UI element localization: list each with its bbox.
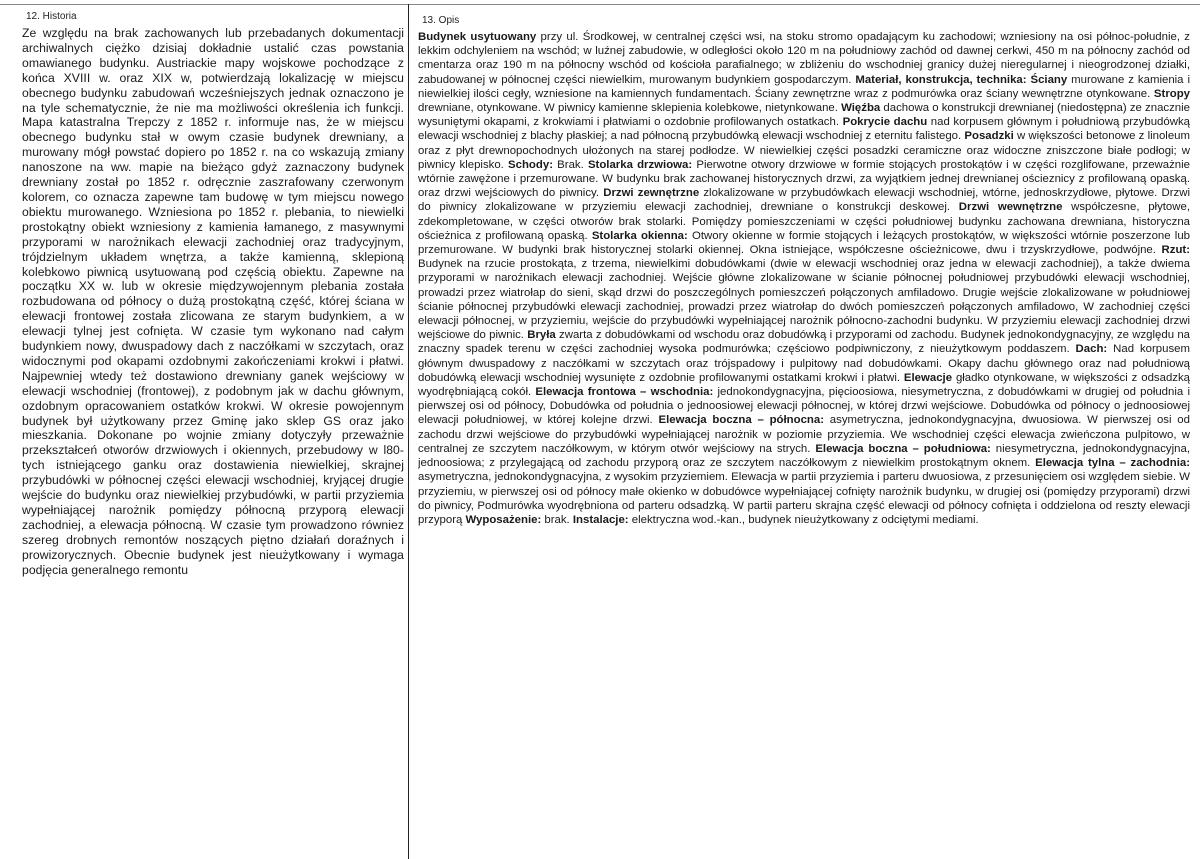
description-segment: w większości betonowe z linoleum oraz z płyt drewnopochodnych ułożonych na starej podłodze. W niewielkiej części posadzki ceramiczne oraz widoczne zniszczone białe podłogi; w piwnicy klepisko. — [418, 130, 1190, 171]
description-term: Stolarka drzwiowa: — [587, 158, 693, 171]
description-term: Rzut: — [1161, 244, 1190, 257]
description-term: Elewacja tylna – zachodnia: — [1035, 457, 1190, 470]
description-segment: zwarta z dobudówkami od wschodu oraz dobudówką i przyporami od zachodu. Budynek jednokondygnacyjny, ze względu na znaczny spadek terenu w części zachodniej wysoka podmurówka; częściowo podpiwniczony, z nieużytkowym poddaszem. — [418, 329, 1190, 356]
description-segment: Otwory okienne w formie stojących i leżących prostokątów, w większości wtórnie poszerzone lub przemurowane. W budynki brak historycznej stolarki okiennej. Okna istniejące, współczesne ościeżnicowe, dwu i trzyskrzydłowe, podwójne. — [418, 229, 1190, 257]
description-term: Schody: — [508, 158, 553, 171]
description-segment: elektryczna wod.-kan., budynek nieużytkowany z odciętymi mediami. — [628, 513, 979, 526]
description-segment: nad korpusem głównym i południową przybudówką elewacji wschodniej z blachy płaskiej; a nad północną przybudówką elewacji wschodniej z eternitu falistego. — [418, 116, 1190, 143]
description-segment: współczesne, płytowe, zdekompletowane, w części otworów brak stolarki. Pomiędzy pomieszczeniami w części południowej budynku zachowana drewniana, historyczna ościeżnica z profilowaną opaską. — [418, 201, 1190, 242]
description-segment: niesymetryczna, jednokondygnacyjna, jednoosiowa; z przylegającą od zachodu przyporą oraz ze szczytem naczółkowym z niewielkim prostokątnym oknem. — [418, 442, 1190, 470]
description-term: Instalacje: — [572, 513, 629, 526]
column-divider — [408, 4, 409, 859]
description-term: Elewacja boczna – północna: — [658, 414, 825, 427]
description-term: Materiał, konstrukcja, technika: Ściany — [855, 73, 1068, 86]
description-segment: asymetryczna, jednokondygnacyjna, z wysokim przyziemiem. Elewacja w partii przyziemia i parteru dwuosiowa, z przesunięciem osi względem siebie. W przyziemiu, w pierwszej osi od północy małe okienko w dobudówce wypełniającej cofnięty narożnik budynku, w drugiej osi (pomiędzy przyporami) drzwi do piwnicy, Podmurówka wyodrębniona od parteru odsadzką. W partii parteru skrajna część elewacji od północy cofnięta i oddzielona od reszty elewacji przyporą — [418, 471, 1190, 526]
description-term: Posadzki — [964, 130, 1014, 143]
description-segment: murowane z kamienia i niewielkiej ilości cegły, wzniesione na kamiennych fundamentach. Ściany zewnętrzne wraz z podmurówka oraz ściany wewnętrzne otynkowane. — [418, 73, 1190, 100]
description-segment: drewniane, otynkowane. W piwnicy kamienne sklepienia kolebkowe, nietynkowane. — [418, 102, 842, 115]
history-text: Ze względu na brak zachowanych lub przebadanych dokumentacji archiwalnych ciężko dzisiaj dokładnie ustalić czas powstania omawianego budynku. Austriackie mapy wojskowe pochodzące z końca XVIII w. oraz XIX w, potwierdzają lokalizację w miejscu obecnego budynku zabudowań wcześniejszych jednak oznaczono je na tyle schematycznie, że nie ma możliwości określenia ich funkcji. Mapa katastralna Trepczy z 1852 r. informuje nas, że w miejscu obecnego budynku stał w owym czasie budynek drewniany, a murowany mógł powstać dopiero po 1852 r. na co wskazują zmiany nanoszone na ww. mapie na bieżąco gdyż zaznaczony budynek drewniany został po 1852 r. odręcznie zaszrafowany czerwonym kolorem, co oznacza zapewne tam budowę w tym miejscu nowego obiektu murowanego. Wzniesiona po 1852 r. plebania, to niewielki prostokątny obiekt wzniesiony z kamienia łamanego, z masywnymi przyporami w narożnikach elewacji zachodniej oraz tradycyjnym, trójdzielnym układem wnętrza, a także kamienną, sklepioną kolebkowo piwnicą usytuowaną pod częścią obiektu. Zapewne na początku XX w. lub w okresie międzywojennym plebania została rozbudowana od północy o dużą prostokątną część, której ściana w elewacji frontowej została zlicowana ze starym budynkiem, a w elewacji tylnej jest cofnięta. W czasie tym wykonano nad całym budynkiem nowy, dwuspadowy dach z naczółkami w szczytach, oraz widocznymi pod okapami ozdobnymi zakończeniami krokwi i płatwi. Najpewniej wtedy też dostawiono drewniany ganek wejściowy w elewacji wschodniej (frontowej), z podobnym jak w dachu głównym, ozdobnym opracowaniem ostatków krokwi. W okresie powojennym budynek był użytkowany przez Gminę jako sklep GS oraz jako mieszkania. Dokonane po wojnie zmiany dotyczyły przeważnie przekształceń otworów drzwiowych i okiennych, przebudowy w l80-tych istniejącego ganku oraz dostawienia niewielkiej, skrajnej przybudówki w północnej części elewacji wschodniej, kryjącej drugie wejście do budynku oraz niewielkiej przybudówki, w partii przyziemia wypełniającej narożnik pomiędzy północną przyporą elewacji zachodniej, a elewacja północną. W czasie tym prowadzono równiez szereg drobnych remontów noszących piętno działań doraźnych i prowizorycznych. Obecnie budynek jest nieużytkowany i wymaga podjęcia generalnego remontu — [22, 26, 404, 577]
description-segment: brak. — [541, 513, 573, 526]
description-segment: zlokalizowane w przybudówkach elewacji wschodniej, wtórne, jednoskrzydłowe, płytowe. Drzwi do piwnicy zlokalizowane w przyziemiu elewacji zachodniej, drewniane o konstrukcji deskowej. — [418, 187, 1190, 214]
description-term: Budynek usytuowany — [418, 31, 537, 43]
description-term: Pokrycie dachu — [842, 116, 928, 129]
description-section-label: 13. Opis — [422, 15, 460, 26]
description-term: Dach: — [1075, 343, 1108, 356]
description-term: Elewacja boczna – południowa: — [815, 442, 991, 455]
description-term: Elewacje — [903, 371, 953, 384]
description-term: Stolarka okienna: — [591, 229, 688, 242]
description-segment: jednokondygnacyjna, pięcioosiowa, niesymetryczna, z dobudówkami w drugiej od południa i pierwszej osi od północy, Dobudówka od południa o jednoosiowej elewacji północnej, w której drzwi wejściowe. Dobudówka od północy o jednoosiowej elewacji południowej, w której kolejne drzwi. — [418, 386, 1190, 427]
description-term: Drzwi zewnętrzne — [603, 187, 700, 200]
description-term: Bryła — [527, 329, 556, 342]
description-term: Drzwi wewnętrzne — [958, 201, 1063, 214]
history-section-label: 12. Historia — [26, 11, 77, 22]
description-column — [418, 14, 1190, 854]
description-term: Stropy — [1153, 87, 1190, 100]
description-segment: asymetryczna, jednokondygnacyjna, dwuosiowa. W pierwszej osi od zachodu drzwi wejściowe do przybudówki wypełniającej narożnik w poziomie przyziemia. We wschodniej części elewacja zwieńczona pulpitowo, w centralnej ze szczytem naczółkowym, w którym otwór wejściowy na strych. — [418, 414, 1190, 455]
top-rule — [0, 4, 1200, 5]
description-segment: gładko otynkowane, w większości z odsadzką wyodrębniającą cokół. — [418, 371, 1190, 399]
description-segment: dachowa o konstrukcji drewnianej (niedostępna) ze znacznie wysuniętymi okapami, z krokwiami i płatwiami o ozdobnie profilowanych ostatkach. — [418, 102, 1190, 129]
description-term: Wyposażenie: — [465, 513, 542, 526]
history-column — [22, 10, 404, 850]
description-term: Więźba — [841, 102, 881, 115]
description-term: Elewacja frontowa – wschodnia: — [535, 386, 714, 399]
description-text — [418, 30, 1190, 527]
description-segment: Nad korpusem głównym dwuspadowy z naczółkami w szczytach oraz trójspadowy i pulpitowy nad dobudówkami. Okapy dachu głównego oraz nad południową dobudówką elewacji wschodniej wysunięte z ozdobnie profilowanymi ostatkami krokwi i płatwi. — [418, 343, 1190, 384]
description-segment: przy ul. Środkowej, w centralnej części wsi, na stoku stromo opadającym ku zachodowi; wzniesiony na osi północ-południe, z lekkim odchyleniem na wschód; w luźnej zabudowie, w odległości około 120 m na południowy zachód od dawnej cerkwi, 450 m na północny zachód od cmentarza oraz 190 m na północny wschód od kościoła parafialnego; w zbliżeniu do wschodniej granicy dużej nieregularnej i nieogrodzonej działki, zabudowanej w północnej części niewielkim, murowanym budynkiem gospodarczym. — [418, 31, 1190, 86]
description-segment: Pierwotne otwory drzwiowe w formie stojących prostokątów i w części rozglifowane, przeważnie wtórnie zawężone i przemurowane. W budynku brak zachowanej historycznych drzwi, za wyjątkiem jednej drewnianej ościeznicy z profilowaną opaską. oraz drzwi wejściowych do piwnicy. — [418, 158, 1190, 200]
description-segment: Brak. — [552, 158, 588, 171]
description-segment: Budynek na rzucie prostokąta, z trzema, niewielkimi dobudówkami (dwie w elewacji wschodniej oraz jedna w elewacji zachodniej), a także dwiema przyporami w narożnikach elewacji zachodniej. Wejście główne zlokalizowane w ścianie północnej południowej przybudówki elewacji wschodniej, prowadzi przez wiatrołap do sieni, skąd drzwi do poszczególnych pomieszczeń połączonych amfiladowo. Drugie wejście zlokalizowane w południowej ścianie północnej przybudówki elewacji zachodniej, prowadzi przez wiatrołap do dwóch pomieszczeń połączonych amfiladowo, W zachodniej części elewacji północnej, w przyziemiu, wejście do przybudówki wypełniającej narożnik północno-zachodni budynku. W przyziemiu elewacji zachodniej drzwi wejściowe do piwnic. — [418, 258, 1190, 342]
